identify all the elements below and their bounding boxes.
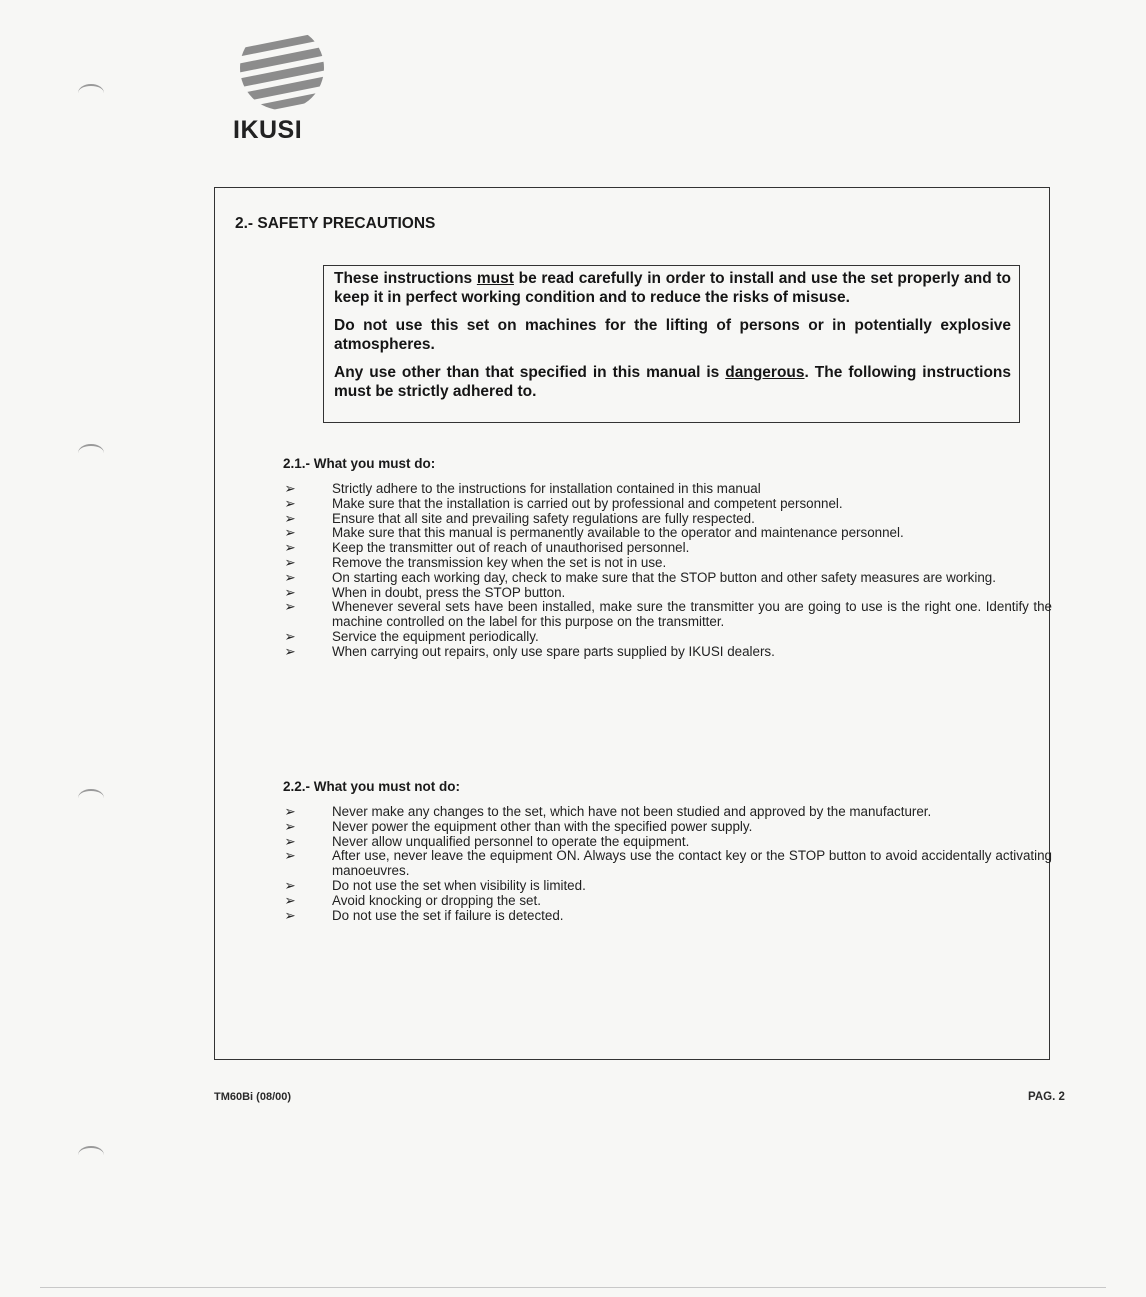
warning-box [323, 265, 1020, 423]
punch-hole-mark [78, 84, 104, 102]
warning-paragraph-1: These instructions must be read carefully in order to install and use the set properly and to keep it in perfect working condition and to reduce the risks of misuse. [334, 270, 1011, 306]
arrow-bullet-icon: ➢ [284, 877, 296, 893]
scan-edge-divider [40, 1287, 1106, 1288]
list-item: ➢ Remove the transmission key when the set is not in use. [280, 556, 1050, 571]
list-item: ➢ Do not use the set if failure is detected. [280, 909, 1050, 924]
arrow-bullet-icon: ➢ [284, 510, 296, 526]
warning-paragraph-2: Do not use this set on machines for the lifting of persons or in potentially explosive atmospheres. [334, 317, 1011, 353]
arrow-bullet-icon: ➢ [284, 818, 296, 834]
list-item: ➢ Make sure that the installation is carried out by professional and competent personnel. [280, 497, 1050, 512]
subsection-title-must-not-do: 2.2.- What you must not do: [283, 779, 460, 794]
section-title: 2.- SAFETY PRECAUTIONS [235, 215, 436, 232]
punch-hole-mark [78, 444, 104, 462]
list-item: ➢ On starting each working day, check to make sure that the STOP button and other safety measures are working. [280, 571, 1050, 586]
list-item: ➢ Never make any changes to the set, which have not been studied and approved by the manufacturer. [280, 805, 1050, 820]
list-item: ➢ After use, never leave the equipment ON. Always use the contact key or the STOP button to avoid accidentally activating manoeuvres. [280, 849, 1050, 879]
list-item: ➢ Avoid knocking or dropping the set. [280, 894, 1050, 909]
arrow-bullet-icon: ➢ [284, 554, 296, 570]
list-item: ➢ Never allow unqualified personnel to operate the equipment. [280, 835, 1050, 850]
list-item: ➢ Do not use the set when visibility is limited. [280, 879, 1050, 894]
must-do-list [280, 482, 1050, 660]
arrow-bullet-icon: ➢ [284, 584, 296, 600]
arrow-bullet-icon: ➢ [284, 804, 296, 819]
list-item: ➢ Whenever several sets have been installed, make sure the transmitter you are going to use is the right one. Identify the machine controlled on the label for this purpose on the transmitter. [280, 600, 1050, 630]
punch-hole-mark [78, 789, 104, 807]
arrow-bullet-icon: ➢ [284, 481, 296, 496]
list-item: ➢ Strictly adhere to the instructions for installation contained in this manual [280, 482, 1050, 497]
arrow-bullet-icon: ➢ [284, 599, 296, 615]
list-item: ➢ When in doubt, press the STOP button. [280, 586, 1050, 601]
arrow-bullet-icon: ➢ [284, 495, 296, 511]
list-item: ➢ Keep the transmitter out of reach of unauthorised personnel. [280, 541, 1050, 556]
arrow-bullet-icon: ➢ [284, 540, 296, 556]
punch-hole-mark [78, 1146, 104, 1164]
arrow-bullet-icon: ➢ [284, 569, 296, 585]
arrow-bullet-icon: ➢ [284, 892, 296, 908]
list-item: ➢ Ensure that all site and prevailing safety regulations are fully respected. [280, 512, 1050, 527]
arrow-bullet-icon: ➢ [284, 628, 296, 644]
document-code: TM60Bi (08/00) [214, 1091, 292, 1103]
warning-paragraph-3: Any use other than that specified in this manual is dangerous. The following instructions must be strictly adhered to. [334, 364, 1011, 400]
list-item: ➢ When carrying out repairs, only use spare parts supplied by IKUSI dealers. [280, 645, 1050, 660]
arrow-bullet-icon: ➢ [284, 848, 296, 864]
list-item: ➢ Never power the equipment other than with the specified power supply. [280, 820, 1050, 835]
arrow-bullet-icon: ➢ [284, 643, 296, 659]
ikusi-logo-icon [232, 22, 342, 110]
page-number: PAG. 2 [1028, 1091, 1065, 1103]
subsection-title-must-do: 2.1.- What you must do: [283, 456, 436, 471]
list-item: ➢ Service the equipment periodically. [280, 630, 1050, 645]
arrow-bullet-icon: ➢ [284, 907, 296, 923]
must-not-do-list [280, 805, 1050, 923]
arrow-bullet-icon: ➢ [284, 833, 296, 849]
list-item: ➢ Make sure that this manual is permanently available to the operator and maintenance personnel. [280, 526, 1050, 541]
logo-wordmark: IKUSI [233, 116, 303, 144]
arrow-bullet-icon: ➢ [284, 525, 296, 541]
